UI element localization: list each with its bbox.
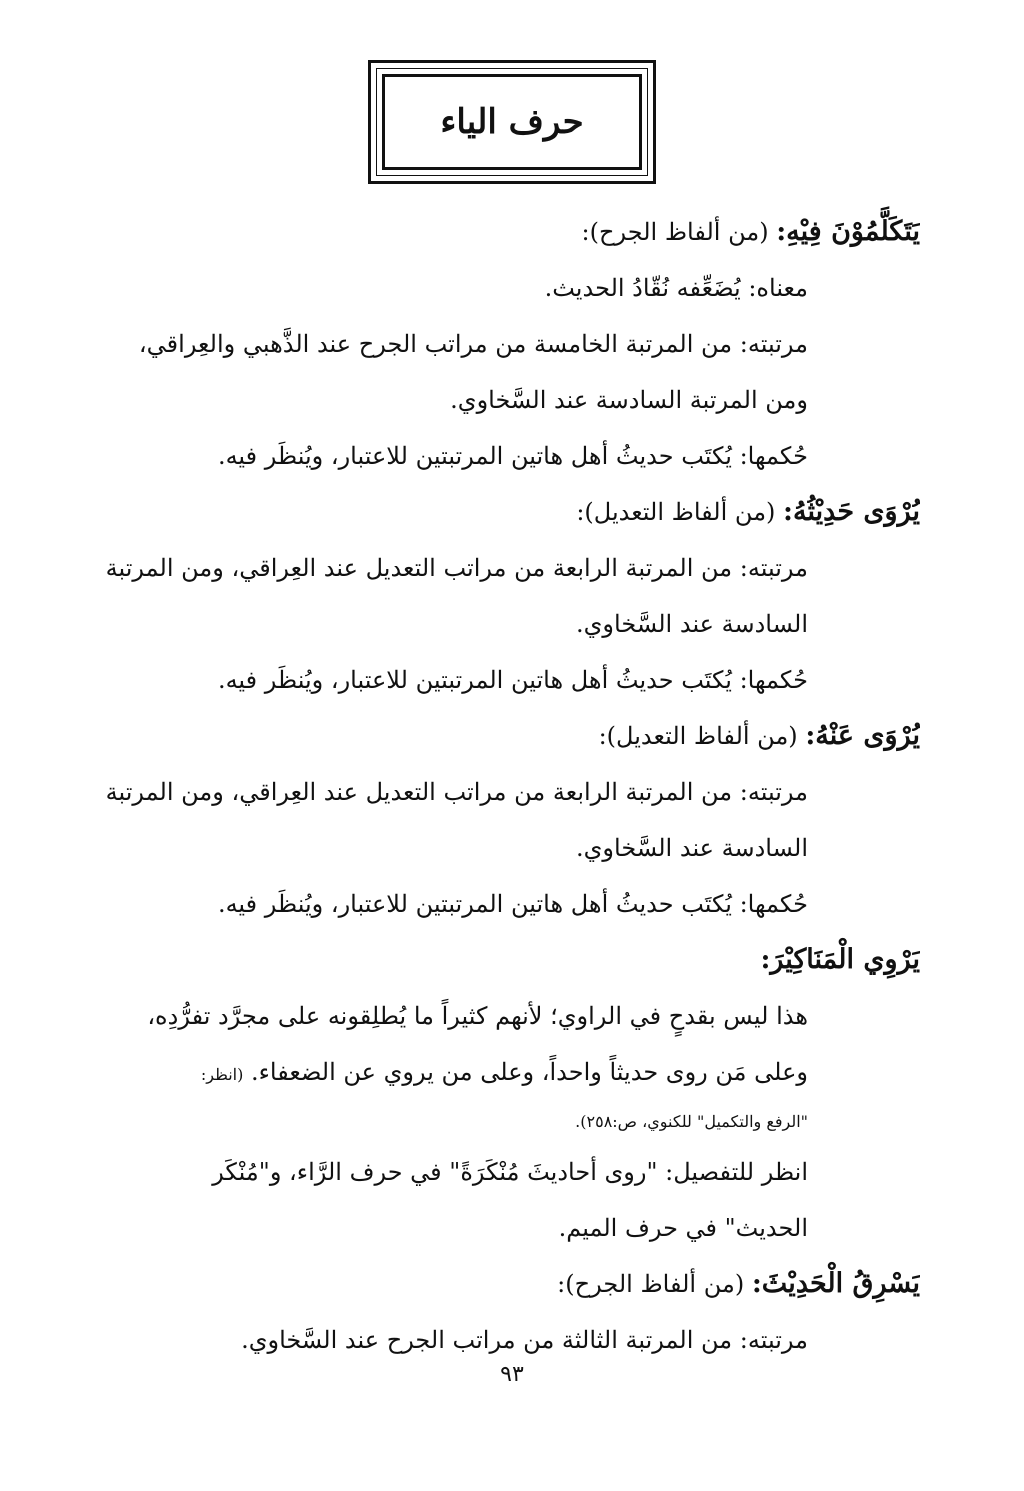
entry-heading <box>104 1256 920 1312</box>
entry-term: يَتَكَلَّمُوْنَ فِيْهِ: <box>776 216 920 247</box>
title-frame-middle <box>376 68 648 176</box>
entry-line: معناه: يُضَعِّفه نُقّادُ الحديث. <box>544 274 808 302</box>
entry-line: السادسة عند السَّخاوي. <box>576 834 808 862</box>
entry-term: يُرْوَى حَدِيْثُهُ: <box>783 496 920 527</box>
entry-category: (من ألفاظ التعديل): <box>598 722 798 750</box>
entry-heading <box>104 204 920 260</box>
entry-term: يَسْرِقُ الْحَدِيْثَ: <box>751 1268 920 1299</box>
entry-line: مرتبته: من المرتبة الرابعة من مراتب التعديل عند العِراقي، ومن المرتبة <box>105 778 808 806</box>
reference-note: "الرفع والتكميل" للكنوي، ص:٢٥٨). <box>575 1112 808 1131</box>
entry-line: السادسة عند السَّخاوي. <box>576 610 808 638</box>
entry-category: (من ألفاظ الجرح): <box>557 1270 745 1298</box>
entry-category: (من ألفاظ التعديل): <box>576 498 776 526</box>
entry-line: انظر للتفصيل: "روى أحاديثَ مُنْكَرَةً" في حرف الرَّاء، و"مُنْكَر <box>212 1158 808 1186</box>
entry-line: مرتبته: من المرتبة الثالثة من مراتب الجرح عند السَّخاوي. <box>241 1326 808 1354</box>
entry-line: ومن المرتبة السادسة عند السَّخاوي. <box>450 386 808 414</box>
entry-line: مرتبته: من المرتبة الرابعة من مراتب التعديل عند العِراقي، ومن المرتبة <box>105 554 808 582</box>
entry-line-text: وعلى مَن روى حديثاً واحداً، وعلى من يروي عن الضعفاء. <box>251 1058 808 1086</box>
entry-line <box>104 1044 920 1100</box>
entry-line: هذا ليس بقدحٍ في الراوي؛ لأنهم كثيراً ما يُطلِقونه على مجرَّد تفرُّدِه، <box>147 1002 808 1030</box>
title-frame <box>368 60 656 184</box>
reference-note-open: (انظر: <box>200 1065 244 1084</box>
entry-term: يُرْوَى عَنْهُ: <box>805 720 920 751</box>
entry-line: حُكمها: يُكتَب حديثُ أهل هاتين المرتبتين للاعتبار، ويُنظَر فيه. <box>217 666 808 694</box>
entry-category: (من ألفاظ الجرح): <box>581 218 769 246</box>
entry-line: مرتبته: من المرتبة الخامسة من مراتب الجرح عند الذَّهبي والعِراقي، <box>138 330 808 358</box>
entry-heading <box>104 932 920 988</box>
body-text <box>104 204 920 1368</box>
entry-term: يَرْوِي الْمَنَاكِيْرَ: <box>760 944 920 975</box>
entry-line: حُكمها: يُكتَب حديثُ أهل هاتين المرتبتين للاعتبار، ويُنظَر فيه. <box>217 890 808 918</box>
chapter-title: حرف الياء <box>382 74 642 170</box>
page-number: ٩٣ <box>500 1362 524 1387</box>
entry-heading <box>104 708 920 764</box>
entry-line: حُكمها: يُكتَب حديثُ أهل هاتين المرتبتين للاعتبار، ويُنظَر فيه. <box>217 442 808 470</box>
entry-line: الحديث" في حرف الميم. <box>558 1214 808 1242</box>
entry-heading <box>104 484 920 540</box>
